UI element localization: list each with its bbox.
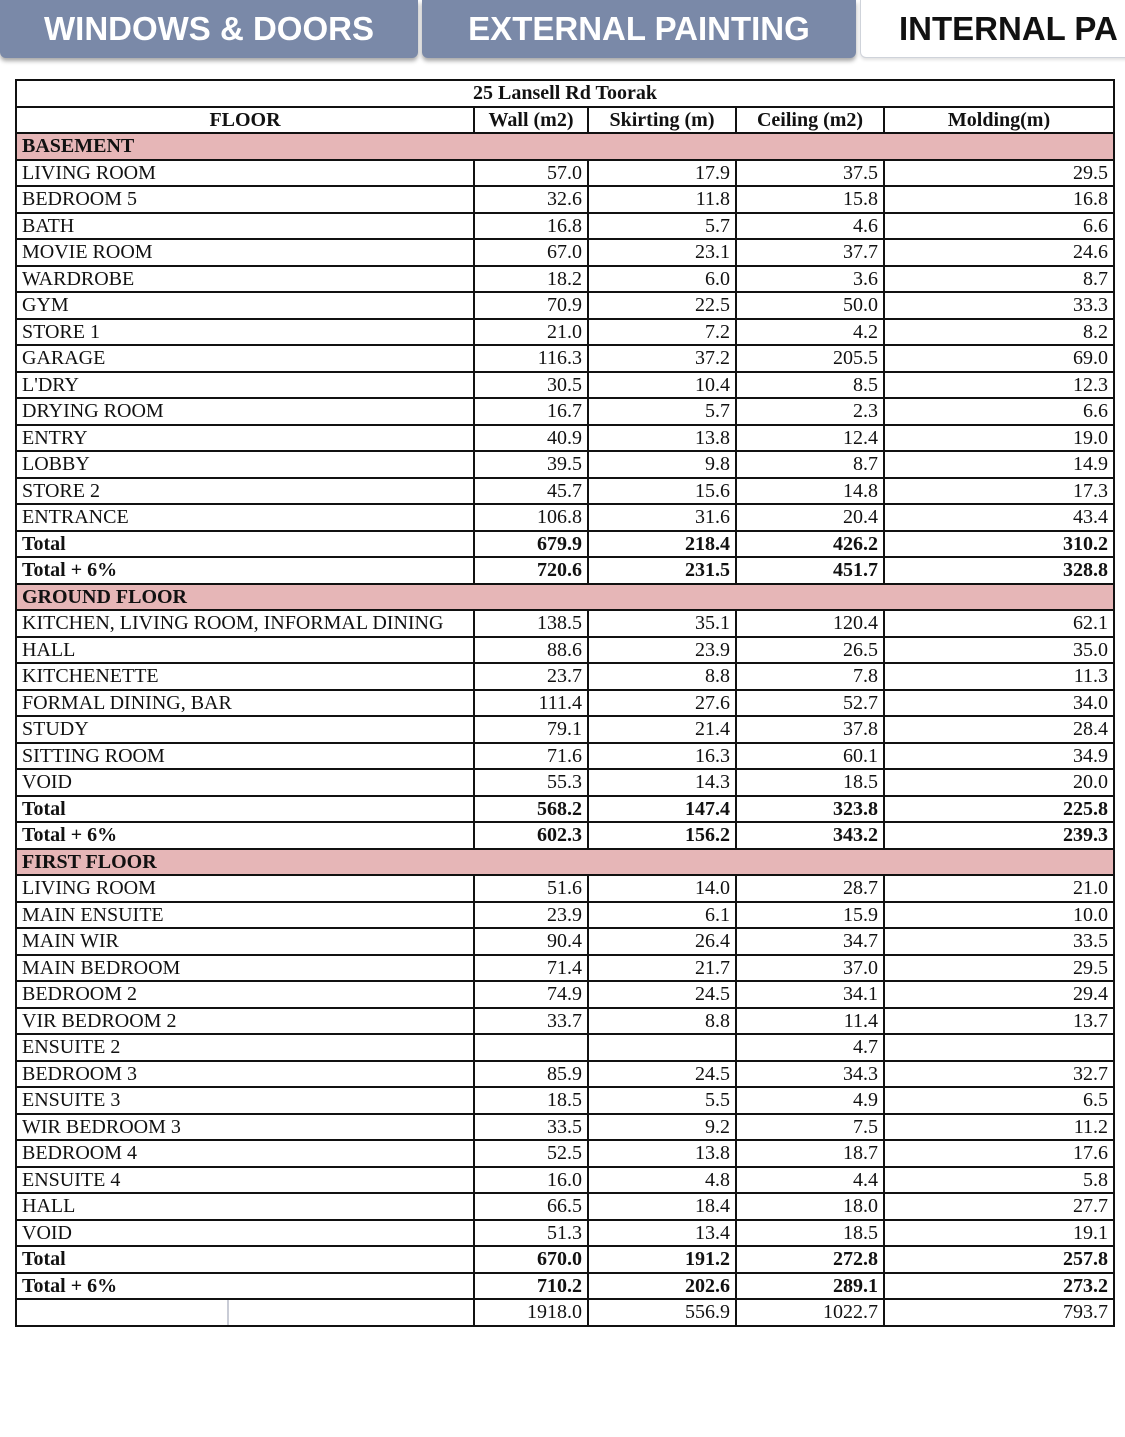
table-row [16,266,1114,293]
ceiling-cell[interactable]: 37.0 [736,955,884,982]
skirting-cell[interactable]: 24.5 [588,981,736,1008]
skirting-cell[interactable]: 9.2 [588,1114,736,1141]
room-name-cell[interactable]: KITCHEN, LIVING ROOM, INFORMAL DINING [16,610,474,637]
wall-cell[interactable]: 16.0 [474,1167,588,1194]
wall-cell[interactable]: 40.9 [474,425,588,452]
skirting-cell[interactable]: 13.4 [588,1220,736,1247]
ceiling-cell[interactable]: 7.8 [736,663,884,690]
section-header-first-floor [16,849,1114,876]
wall-cell[interactable]: 111.4 [474,690,588,717]
molding-cell[interactable]: 10.0 [884,902,1114,929]
wall-cell[interactable]: 21.0 [474,319,588,346]
ceiling-total-cell[interactable]: 343.2 [736,822,884,849]
wall-total-cell[interactable]: 679.9 [474,531,588,558]
total-plus-6-row [16,822,1114,849]
table-row [16,875,1114,902]
molding-cell[interactable]: 11.3 [884,663,1114,690]
skirting-cell[interactable]: 13.8 [588,425,736,452]
table-row [16,1114,1114,1141]
molding-total-cell[interactable]: 273.2 [884,1273,1114,1300]
skirting-cell[interactable]: 6.0 [588,266,736,293]
molding-cell[interactable]: 27.7 [884,1193,1114,1220]
section-header-basement [16,133,1114,160]
molding-cell[interactable]: 6.5 [884,1087,1114,1114]
wall-cell[interactable]: 71.6 [474,743,588,770]
table-row [16,1220,1114,1247]
table-row [16,981,1114,1008]
ceiling-total-cell[interactable]: 289.1 [736,1273,884,1300]
table-row [16,610,1114,637]
table-row [16,663,1114,690]
wall-cell[interactable]: 138.5 [474,610,588,637]
ceiling-cell[interactable]: 120.4 [736,610,884,637]
ceiling-cell[interactable]: 3.6 [736,266,884,293]
ceiling-cell[interactable]: 50.0 [736,292,884,319]
room-name-cell[interactable]: ENSUITE 2 [16,1034,474,1061]
wall-cell[interactable]: 23.7 [474,663,588,690]
wall-cell[interactable]: 23.9 [474,902,588,929]
ceiling-cell[interactable]: 34.3 [736,1061,884,1088]
wall-cell[interactable]: 90.4 [474,928,588,955]
ceiling-cell[interactable]: 34.1 [736,981,884,1008]
wall-cell[interactable]: 39.5 [474,451,588,478]
section-title[interactable]: BASEMENT [16,133,1114,160]
wall-cell[interactable]: 32.6 [474,186,588,213]
skirting-cell[interactable]: 23.1 [588,239,736,266]
molding-cell[interactable]: 8.7 [884,266,1114,293]
skirting-cell[interactable]: 10.4 [588,372,736,399]
skirting-cell[interactable]: 21.4 [588,716,736,743]
molding-cell[interactable]: 35.0 [884,637,1114,664]
wall-total-cell[interactable]: 568.2 [474,796,588,823]
skirting-cell[interactable]: 8.8 [588,663,736,690]
room-name-cell[interactable]: BEDROOM 2 [16,981,474,1008]
measurement-sheet [15,79,1113,1327]
ceiling-cell[interactable]: 26.5 [736,637,884,664]
ceiling-cell[interactable]: 4.4 [736,1167,884,1194]
ceiling-cell[interactable]: 60.1 [736,743,884,770]
column-header-row [16,107,1114,134]
molding-cell[interactable]: 29.5 [884,955,1114,982]
skirting-cell[interactable]: 9.8 [588,451,736,478]
skirting-total-cell[interactable]: 231.5 [588,557,736,584]
grand-skirting-cell[interactable]: 556.9 [588,1299,736,1326]
skirting-cell[interactable]: 24.5 [588,1061,736,1088]
skirting-cell[interactable]: 14.3 [588,769,736,796]
header-skirting[interactable]: Skirting (m) [588,107,736,134]
wall-cell[interactable]: 70.9 [474,292,588,319]
ceiling-cell[interactable]: 15.8 [736,186,884,213]
skirting-cell[interactable]: 23.9 [588,637,736,664]
wall-cell[interactable]: 74.9 [474,981,588,1008]
ceiling-cell[interactable]: 8.5 [736,372,884,399]
grand-wall-cell[interactable]: 1918.0 [474,1299,588,1326]
empty-cell[interactable] [16,1299,474,1326]
table-row [16,1034,1114,1061]
room-name-cell[interactable]: BEDROOM 3 [16,1061,474,1088]
section-title[interactable]: FIRST FLOOR [16,849,1114,876]
room-name-cell[interactable]: FORMAL DINING, BAR [16,690,474,717]
wall-total-cell[interactable]: 602.3 [474,822,588,849]
ceiling-cell[interactable]: 37.8 [736,716,884,743]
room-name-cell[interactable]: ENTRY [16,425,474,452]
total-plus-label[interactable]: Total + 6% [16,822,474,849]
skirting-cell[interactable]: 22.5 [588,292,736,319]
room-name-cell[interactable]: VIR BEDROOM 2 [16,1008,474,1035]
table-row [16,1061,1114,1088]
table-row [16,955,1114,982]
molding-cell[interactable]: 12.3 [884,372,1114,399]
wall-cell[interactable]: 30.5 [474,372,588,399]
skirting-total-cell[interactable]: 218.4 [588,531,736,558]
molding-total-cell[interactable]: 310.2 [884,531,1114,558]
skirting-cell[interactable]: 37.2 [588,345,736,372]
room-name-cell[interactable]: SITTING ROOM [16,743,474,770]
skirting-cell[interactable]: 26.4 [588,928,736,955]
ceiling-cell[interactable]: 8.7 [736,451,884,478]
ceiling-cell[interactable]: 18.5 [736,1220,884,1247]
ceiling-cell[interactable]: 18.0 [736,1193,884,1220]
molding-total-cell[interactable]: 225.8 [884,796,1114,823]
skirting-cell[interactable]: 4.8 [588,1167,736,1194]
room-name-cell[interactable]: HALL [16,1193,474,1220]
skirting-total-cell[interactable]: 147.4 [588,796,736,823]
room-name-cell[interactable]: GARAGE [16,345,474,372]
ceiling-cell[interactable]: 20.4 [736,504,884,531]
table-row [16,1167,1114,1194]
skirting-cell[interactable]: 5.5 [588,1087,736,1114]
room-name-cell[interactable]: STORE 1 [16,319,474,346]
total-row [16,531,1114,558]
skirting-cell[interactable]: 8.8 [588,1008,736,1035]
room-name-cell[interactable]: MAIN ENSUITE [16,902,474,929]
molding-cell[interactable]: 32.7 [884,1061,1114,1088]
room-name-cell[interactable]: MOVIE ROOM [16,239,474,266]
grand-total-row [16,1299,1114,1326]
ceiling-cell[interactable]: 4.6 [736,213,884,240]
wall-cell[interactable]: 88.6 [474,637,588,664]
room-name-cell[interactable]: GYM [16,292,474,319]
table-row [16,716,1114,743]
room-name-cell[interactable]: L'DRY [16,372,474,399]
table-row [16,160,1114,187]
wall-cell[interactable]: 18.5 [474,1087,588,1114]
room-name-cell[interactable]: LIVING ROOM [16,875,474,902]
room-name-cell[interactable]: MAIN WIR [16,928,474,955]
grand-ceiling-cell[interactable]: 1022.7 [736,1299,884,1326]
table-row [16,902,1114,929]
wall-cell[interactable] [474,1034,588,1061]
wall-cell[interactable]: 16.7 [474,398,588,425]
room-name-cell[interactable]: VOID [16,1220,474,1247]
molding-total-cell[interactable]: 239.3 [884,822,1114,849]
header-wall[interactable]: Wall (m2) [474,107,588,134]
molding-cell[interactable]: 6.6 [884,398,1114,425]
room-name-cell[interactable]: LOBBY [16,451,474,478]
room-name-cell[interactable]: BEDROOM 4 [16,1140,474,1167]
molding-cell[interactable]: 5.8 [884,1167,1114,1194]
ceiling-cell[interactable]: 4.7 [736,1034,884,1061]
wall-cell[interactable]: 106.8 [474,504,588,531]
molding-cell[interactable]: 69.0 [884,345,1114,372]
molding-cell[interactable]: 14.9 [884,451,1114,478]
table-row [16,504,1114,531]
molding-cell[interactable]: 29.4 [884,981,1114,1008]
header-floor[interactable]: FLOOR [16,107,474,134]
skirting-cell[interactable]: 5.7 [588,213,736,240]
total-label[interactable]: Total [16,796,474,823]
section-title[interactable]: GROUND FLOOR [16,584,1114,611]
molding-cell[interactable]: 17.3 [884,478,1114,505]
room-name-cell[interactable]: WIR BEDROOM 3 [16,1114,474,1141]
molding-cell[interactable]: 21.0 [884,875,1114,902]
ceiling-cell[interactable]: 4.9 [736,1087,884,1114]
skirting-cell[interactable]: 6.1 [588,902,736,929]
ceiling-cell[interactable]: 37.5 [736,160,884,187]
total-plus-6-row [16,557,1114,584]
table-row [16,1193,1114,1220]
table-row [16,928,1114,955]
tab-internal-painting[interactable]: INTERNAL PA [860,0,1125,58]
molding-cell[interactable]: 17.6 [884,1140,1114,1167]
molding-cell[interactable]: 13.7 [884,1008,1114,1035]
wall-cell[interactable]: 51.6 [474,875,588,902]
ceiling-cell[interactable]: 15.9 [736,902,884,929]
ceiling-cell[interactable]: 7.5 [736,1114,884,1141]
molding-cell[interactable]: 16.8 [884,186,1114,213]
wall-cell[interactable]: 85.9 [474,1061,588,1088]
molding-cell[interactable]: 62.1 [884,610,1114,637]
molding-cell[interactable]: 11.2 [884,1114,1114,1141]
total-label[interactable]: Total [16,1246,474,1273]
header-molding[interactable]: Molding(m) [884,107,1114,134]
ceiling-cell[interactable]: 37.7 [736,239,884,266]
wall-cell[interactable]: 116.3 [474,345,588,372]
table-row [16,743,1114,770]
skirting-total-cell[interactable]: 202.6 [588,1273,736,1300]
wall-cell[interactable]: 52.5 [474,1140,588,1167]
molding-cell[interactable]: 33.5 [884,928,1114,955]
molding-cell[interactable] [884,1034,1114,1061]
ceiling-cell[interactable]: 12.4 [736,425,884,452]
skirting-cell[interactable]: 27.6 [588,690,736,717]
ceiling-cell[interactable]: 18.5 [736,769,884,796]
tab-external-painting[interactable]: EXTERNAL PAINTING [422,0,856,58]
skirting-cell[interactable]: 13.8 [588,1140,736,1167]
table-row [16,637,1114,664]
ceiling-total-cell[interactable]: 426.2 [736,531,884,558]
total-plus-label[interactable]: Total + 6% [16,557,474,584]
tab-windows-doors[interactable]: WINDOWS & DOORS [0,0,418,58]
molding-cell[interactable]: 19.0 [884,425,1114,452]
table-row [16,425,1114,452]
total-row [16,796,1114,823]
total-plus-6-row [16,1273,1114,1300]
room-name-cell[interactable]: KITCHENETTE [16,663,474,690]
room-name-cell[interactable]: LIVING ROOM [16,160,474,187]
room-name-cell[interactable]: ENTRANCE [16,504,474,531]
wall-total-cell[interactable]: 720.6 [474,557,588,584]
skirting-cell[interactable]: 16.3 [588,743,736,770]
molding-cell[interactable]: 19.1 [884,1220,1114,1247]
table-row [16,239,1114,266]
room-name-cell[interactable]: ENSUITE 3 [16,1087,474,1114]
measurement-table [15,79,1115,1327]
skirting-cell[interactable]: 31.6 [588,504,736,531]
molding-cell[interactable]: 8.2 [884,319,1114,346]
sheet-title-row [16,80,1114,107]
molding-cell[interactable]: 24.6 [884,239,1114,266]
skirting-cell[interactable]: 17.9 [588,160,736,187]
header-ceiling[interactable]: Ceiling (m2) [736,107,884,134]
room-name-cell[interactable]: MAIN BEDROOM [16,955,474,982]
wall-cell[interactable]: 57.0 [474,160,588,187]
wall-cell[interactable]: 66.5 [474,1193,588,1220]
skirting-cell[interactable]: 14.0 [588,875,736,902]
wall-total-cell[interactable]: 710.2 [474,1273,588,1300]
molding-cell[interactable]: 28.4 [884,716,1114,743]
wall-cell[interactable]: 33.5 [474,1114,588,1141]
skirting-cell[interactable]: 11.8 [588,186,736,213]
room-name-cell[interactable]: VOID [16,769,474,796]
ceiling-cell[interactable]: 14.8 [736,478,884,505]
room-name-cell[interactable]: ENSUITE 4 [16,1167,474,1194]
ceiling-cell[interactable]: 28.7 [736,875,884,902]
wall-cell[interactable]: 45.7 [474,478,588,505]
skirting-total-cell[interactable]: 156.2 [588,822,736,849]
wall-cell[interactable]: 79.1 [474,716,588,743]
molding-total-cell[interactable]: 328.8 [884,557,1114,584]
table-row [16,398,1114,425]
skirting-total-cell[interactable]: 191.2 [588,1246,736,1273]
table-row [16,451,1114,478]
molding-cell[interactable]: 20.0 [884,769,1114,796]
table-row [16,1087,1114,1114]
wall-total-cell[interactable]: 670.0 [474,1246,588,1273]
table-row [16,345,1114,372]
table-row [16,319,1114,346]
molding-cell[interactable]: 34.9 [884,743,1114,770]
room-name-cell[interactable]: STUDY [16,716,474,743]
table-row [16,186,1114,213]
skirting-cell[interactable]: 21.7 [588,955,736,982]
wall-cell[interactable]: 51.3 [474,1220,588,1247]
table-row [16,213,1114,240]
sheet-tab-bar [0,0,1125,62]
molding-cell[interactable]: 43.4 [884,504,1114,531]
room-name-cell[interactable]: WARDROBE [16,266,474,293]
table-row [16,372,1114,399]
sheet-title[interactable]: 25 Lansell Rd Toorak [16,80,1114,107]
molding-cell[interactable]: 34.0 [884,690,1114,717]
room-name-cell[interactable]: DRYING ROOM [16,398,474,425]
ceiling-total-cell[interactable]: 272.8 [736,1246,884,1273]
ceiling-cell[interactable]: 18.7 [736,1140,884,1167]
room-name-cell[interactable]: BEDROOM 5 [16,186,474,213]
table-row [16,1140,1114,1167]
ceiling-cell[interactable]: 2.3 [736,398,884,425]
skirting-cell[interactable]: 5.7 [588,398,736,425]
total-label[interactable]: Total [16,531,474,558]
ceiling-total-cell[interactable]: 323.8 [736,796,884,823]
wall-cell[interactable]: 16.8 [474,213,588,240]
skirting-cell[interactable]: 15.6 [588,478,736,505]
grand-molding-cell[interactable]: 793.7 [884,1299,1114,1326]
ceiling-total-cell[interactable]: 451.7 [736,557,884,584]
total-row [16,1246,1114,1273]
ceiling-cell[interactable]: 205.5 [736,345,884,372]
molding-total-cell[interactable]: 257.8 [884,1246,1114,1273]
table-row [16,478,1114,505]
room-name-cell[interactable]: HALL [16,637,474,664]
wall-cell[interactable]: 55.3 [474,769,588,796]
skirting-cell[interactable]: 35.1 [588,610,736,637]
section-header-ground-floor [16,584,1114,611]
wall-cell[interactable]: 71.4 [474,955,588,982]
skirting-cell[interactable]: 18.4 [588,1193,736,1220]
table-row [16,292,1114,319]
wall-cell[interactable]: 33.7 [474,1008,588,1035]
molding-cell[interactable]: 6.6 [884,213,1114,240]
ceiling-cell[interactable]: 4.2 [736,319,884,346]
room-name-cell[interactable]: BATH [16,213,474,240]
table-row [16,1008,1114,1035]
total-plus-label[interactable]: Total + 6% [16,1273,474,1300]
ceiling-cell[interactable]: 52.7 [736,690,884,717]
room-name-cell[interactable]: STORE 2 [16,478,474,505]
wall-cell[interactable]: 18.2 [474,266,588,293]
molding-cell[interactable]: 33.3 [884,292,1114,319]
table-row [16,769,1114,796]
molding-cell[interactable]: 29.5 [884,160,1114,187]
ceiling-cell[interactable]: 11.4 [736,1008,884,1035]
skirting-cell[interactable] [588,1034,736,1061]
skirting-cell[interactable]: 7.2 [588,319,736,346]
table-row [16,690,1114,717]
wall-cell[interactable]: 67.0 [474,239,588,266]
ceiling-cell[interactable]: 34.7 [736,928,884,955]
